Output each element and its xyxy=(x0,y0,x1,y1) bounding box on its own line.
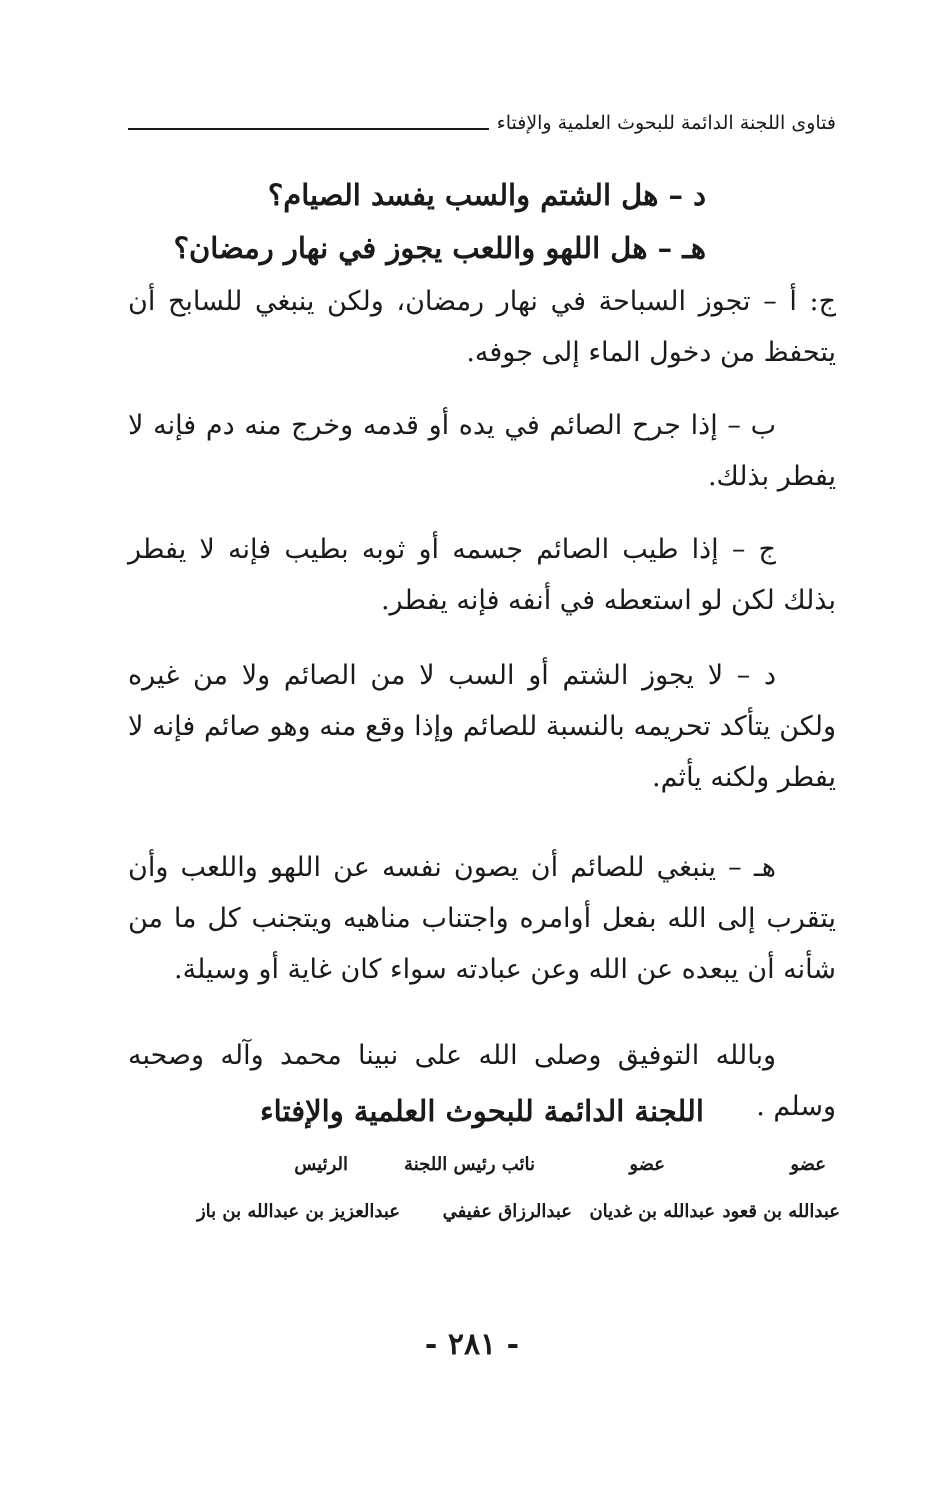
name-member-1: عبدالله بن قعود xyxy=(722,1201,840,1222)
closing-line: وبالله التوفيق وصلى الله على نبينا محمد وآله وصحبه وسلم . xyxy=(128,1040,836,1122)
running-header xyxy=(128,104,836,134)
answer-c: ج – إذا طيب الصائم جسمه أو ثوبه بطيب فإنه لا يفطر بذلك لكن لو استعطه في أنفه فإنه يفطر. xyxy=(128,534,836,616)
role-member-1: عضو xyxy=(790,1154,826,1175)
answer-d: د – لا يجوز الشتم أو السب لا من الصائم ولا من غيره ولكن يتأكد تحريمه بالنسبة للصائم وإذا وقع منه وهو صائم فإنه لا يفطر ولكنه يأثم. xyxy=(128,660,836,793)
question-d: د – هل الشتم والسب يفسد الصيام؟ xyxy=(267,178,706,212)
name-chairman: عبدالعزيز بن عبدالله بن باز xyxy=(196,1201,400,1222)
answer-b: ب – إذا جرح الصائم في يده أو قدمه وخرج منه دم فإنه لا يفطر بذلك. xyxy=(128,410,836,492)
role-chairman: الرئيس xyxy=(294,1154,348,1175)
role-vice-chairman: نائب رئيس اللجنة xyxy=(404,1154,535,1175)
answer-h: هـ – ينبغي للصائم أن يصون نفسه عن اللهو واللعب وأن يتقرب إلى الله بفعل أوامره واجتناب مناهيه ويتجنب كل ما من شأنه أن يبعده عن الله وعن عبادته سواء كان غاية أو وسيلة. xyxy=(128,852,836,985)
question-h: هـ – هل اللهو واللعب يجوز في نهار رمضان؟ xyxy=(173,231,706,265)
role-member-2: عضو xyxy=(629,1154,665,1175)
signature-names xyxy=(150,1197,840,1227)
header-rule xyxy=(128,128,489,130)
answer-a: ج: أ – تجوز السباحة في نهار رمضان، ولكن ينبغي للسابح أن يتحفظ من دخول الماء إلى جوفه. xyxy=(128,286,836,368)
signature-roles xyxy=(150,1150,840,1180)
name-member-2: عبدالله بن غديان xyxy=(589,1201,715,1222)
name-vice-chairman: عبدالرزاق عفيفي xyxy=(442,1201,572,1222)
page-number: - ٢٨١ - xyxy=(424,1327,520,1362)
header-title: فتاوى اللجنة الدائمة للبحوث العلمية والإفتاء xyxy=(496,112,836,134)
committee-name: اللجنة الدائمة للبحوث العلمية والإفتاء xyxy=(260,1094,704,1128)
